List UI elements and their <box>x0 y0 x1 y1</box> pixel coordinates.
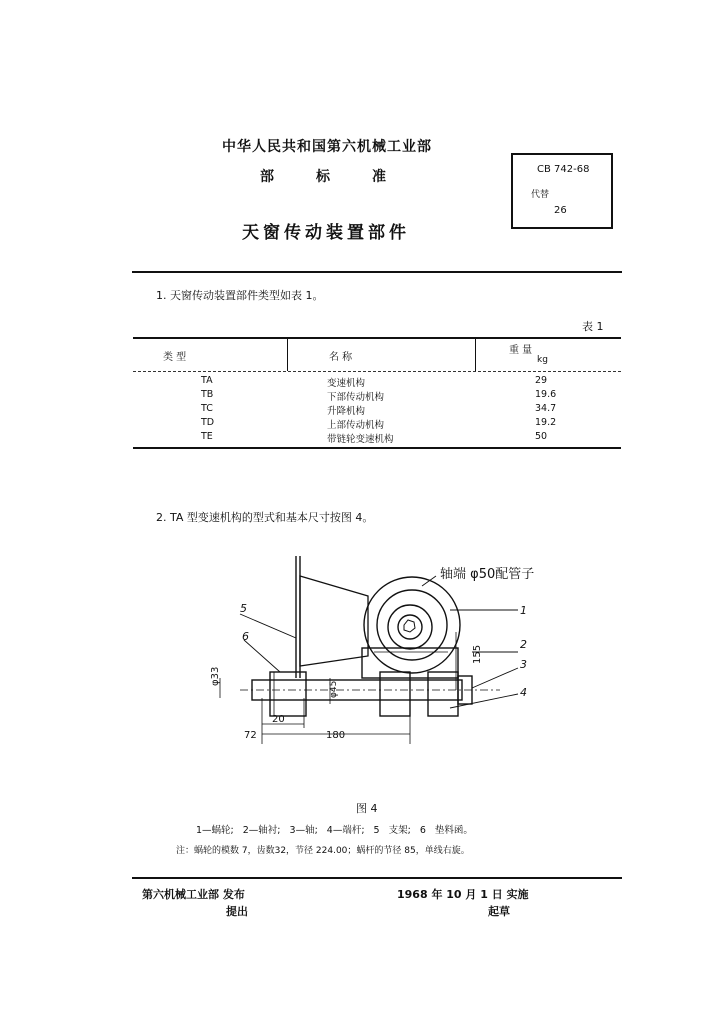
cell-name: 下部传动机构 <box>327 392 385 403</box>
shaft-end-spline <box>404 620 415 632</box>
table-header-name: 名 称 <box>329 352 353 363</box>
cell-weight: 19.2 <box>535 417 557 428</box>
table-row <box>133 375 621 389</box>
figure-4-drawing <box>200 548 540 748</box>
footer-effective-date: 1968 年 10 月 1 日 实施 <box>397 888 529 901</box>
replaces-label: 代替 <box>531 190 550 200</box>
standard-char-1: 部 <box>260 169 274 185</box>
dim-180: 180 <box>326 730 346 741</box>
cell-weight: 19.6 <box>535 389 557 400</box>
callout-5: 5 <box>240 602 247 615</box>
cell-name: 变速机构 <box>327 378 366 389</box>
dim-155: 155 <box>472 644 483 664</box>
leader-line-6 <box>244 640 280 672</box>
cell-type: TC <box>201 403 213 414</box>
table-row <box>133 431 621 445</box>
cell-type: TD <box>201 417 215 428</box>
header-divider <box>132 271 622 273</box>
issuing-organization: 中华人民共和国第六机械工业部 <box>222 139 432 155</box>
callout-2: 2 <box>520 638 527 651</box>
standard-number-box <box>511 153 613 229</box>
footer-divider <box>132 877 622 879</box>
cell-name: 升降机构 <box>327 406 366 417</box>
cell-type: TB <box>201 389 214 400</box>
cell-weight: 50 <box>535 431 548 442</box>
shaft-end <box>398 615 422 639</box>
bracket-outline <box>300 576 368 666</box>
leader-line-3 <box>472 668 518 688</box>
table-caption: 表 1 <box>582 320 604 333</box>
cell-name: 上部传动机构 <box>327 420 385 431</box>
worm-gear-hub <box>388 605 432 649</box>
cell-weight: 34.7 <box>535 403 557 414</box>
cell-name: 带链轮变速机构 <box>327 434 394 445</box>
pipe-annotation: 轴端 φ50配管子 <box>440 567 535 582</box>
leader-line-pipe <box>422 576 436 586</box>
table-header-weight: 重 量 <box>509 345 533 356</box>
section-1-text: 1. 天窗传动装置部件类型如表 1。 <box>156 289 324 302</box>
table-header-type: 类 型 <box>163 352 187 363</box>
table-row <box>133 417 621 431</box>
standard-char-3: 准 <box>372 169 386 185</box>
table-row <box>133 403 621 417</box>
table-col-divider-2 <box>475 339 476 371</box>
leader-line-4 <box>450 694 518 708</box>
dim-20: 20 <box>272 714 285 725</box>
table-header-unit: kg <box>537 355 548 365</box>
footer-drafted: 起草 <box>488 905 510 918</box>
callout-4: 4 <box>520 686 527 699</box>
table-col-divider-1 <box>287 339 288 371</box>
figure-legend: 1—蜗轮; 2—轴衬; 3—轴; 4—端杆; 5 支架; 6 垫料函。 <box>196 825 473 836</box>
standard-code: CB 742-68 <box>537 164 590 175</box>
worm-gear-outer <box>364 577 460 673</box>
footer-proposed: 提出 <box>226 905 248 918</box>
cell-type: TE <box>201 431 213 442</box>
callout-1: 1 <box>520 604 527 617</box>
figure-caption: 图 4 <box>356 802 378 815</box>
table-row <box>133 389 621 403</box>
section-2-text: 2. TA 型变速机构的型式和基本尺寸按图 4。 <box>156 511 374 524</box>
dim-d45: φ45 <box>329 680 339 698</box>
figure-note: 注：蜗轮的模数 7，齿数32，节径 224.00；蜗杆的节径 85，单线右旋。 <box>176 846 470 856</box>
standard-char-2: 标 <box>316 169 330 185</box>
cell-weight: 29 <box>535 375 548 386</box>
footer-issued-by: 第六机械工业部 发布 <box>142 888 245 901</box>
callout-3: 3 <box>520 658 527 671</box>
type-table <box>133 337 621 449</box>
replaces-number: 26 <box>554 205 567 216</box>
table-header-rule <box>133 371 621 372</box>
dim-d33: φ33 <box>210 666 221 686</box>
callout-6: 6 <box>242 630 249 643</box>
dim-72: 72 <box>244 730 257 741</box>
document-title: 天窗传动装置部件 <box>242 223 410 243</box>
packing-box-left <box>270 672 306 716</box>
cell-type: TA <box>201 375 213 386</box>
